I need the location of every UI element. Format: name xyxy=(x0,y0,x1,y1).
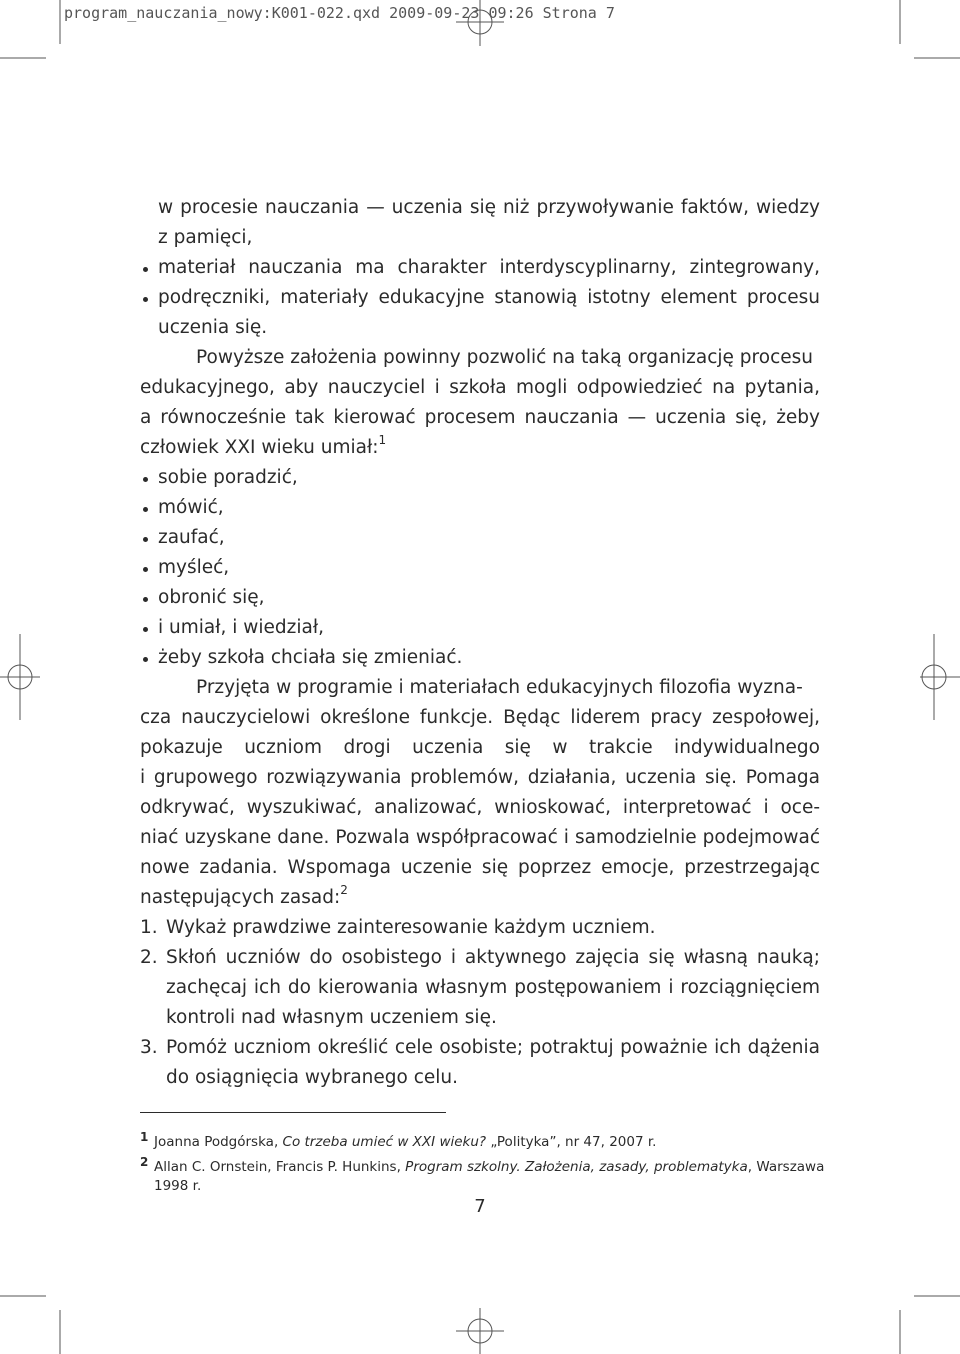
item-number: 2. xyxy=(140,947,158,968)
paragraph-line: niać uzyskane dane. Pozwala współpracować i samodzielnie podejmować xyxy=(140,827,820,848)
paragraph-line: edukacyjnego, aby nauczyciel i szkoła mogli odpowiedzieć na pytania, xyxy=(140,377,820,398)
item-text: Pomóż uczniom określić cele osobiste; potraktuj poważnie ich dążenia xyxy=(166,1037,820,1058)
list-item: podręczniki, materiały edukacyjne stanowią istotny element procesu xyxy=(140,283,820,313)
item-text: zachęcaj ich do kierowania własnym postępowaniem i rozciągnięciem xyxy=(166,977,820,998)
paragraph-line: pokazuje uczniom drogi uczenia się w trakcie indywidualnego xyxy=(140,737,820,758)
footnote-text: Allan C. Ornstein, Francis P. Hunkins, xyxy=(154,1159,406,1175)
footnote-number: 1 xyxy=(140,1130,149,1144)
item-text: kontroli nad własnym uczeniem się. xyxy=(166,1007,497,1028)
footnote-number: 2 xyxy=(140,1155,149,1169)
footnote-ref: 1 xyxy=(378,433,387,447)
numbered-item xyxy=(140,1033,820,1063)
file-slug: program_nauczania_nowy:K001-022.qxd 2009-09-23 09:26 Strona 7 xyxy=(64,4,615,22)
paragraph-line: i grupowego rozwiązywania problemów, działania, uczenia się. Pomaga xyxy=(140,767,820,788)
paragraph-line: Przyjęta w programie i materiałach edukacyjnych filozofia wyzna- xyxy=(196,677,803,698)
footnote-ref: 2 xyxy=(340,883,348,897)
list-item: mówić, xyxy=(140,493,820,523)
paragraph-text: następujących zasad: xyxy=(140,887,341,908)
paragraph-line: a równocześnie tak kierować procesem nauczania — uczenia się, żeby xyxy=(140,407,820,428)
footnote-2 xyxy=(140,1151,824,1178)
item-number: 1. xyxy=(140,917,158,938)
footnote-rule xyxy=(140,1112,446,1113)
paragraph-line: nowe zadania. Wspomaga uczenie się poprzez emocje, przestrzegając xyxy=(140,857,820,878)
text-line: uczenia się. xyxy=(158,317,268,338)
footnote-2-cont: 1998 r. xyxy=(154,1178,202,1194)
item-text: Wykaż prawdziwe zainteresowanie każdym uczniem. xyxy=(166,917,656,938)
page-number: 7 xyxy=(474,1196,486,1217)
list-item: żeby szkoła chciała się zmieniać. xyxy=(140,643,820,673)
list-item: obronić się, xyxy=(140,583,820,613)
item-text: Skłoń uczniów do osobistego i aktywnego zajęcia się własną nauką; xyxy=(166,947,820,968)
item-number: 3. xyxy=(140,1037,158,1058)
paragraph-text: człowiek XXI wieku umiał: xyxy=(140,437,379,458)
paragraph-line: odkrywać, wyszukiwać, analizować, wnioskować, interpretować i oce- xyxy=(140,797,820,818)
item-text: do osiągnięcia wybranego celu. xyxy=(166,1067,459,1088)
footnote-text: Joanna Podgórska, xyxy=(154,1134,283,1150)
footnote-1 xyxy=(140,1126,656,1153)
list-item: materiał nauczania ma charakter interdyscyplinarny, zintegrowany, xyxy=(140,253,820,283)
footnote-text: „Polityka”, nr 47, 2007 r. xyxy=(486,1134,657,1150)
numbered-item xyxy=(140,943,820,973)
list-item: myśleć, xyxy=(140,553,820,583)
page-body xyxy=(140,193,820,1093)
numbered-item xyxy=(140,913,820,943)
paragraph-line: Powyższe założenia powinny pozwolić na taką organizację procesu xyxy=(196,347,813,368)
text-line: z pamięci, xyxy=(158,227,253,248)
text-line: w procesie nauczania — uczenia się niż przywoływanie faktów, wiedzy xyxy=(158,197,820,218)
list-item: zaufać, xyxy=(140,523,820,553)
list-item: sobie poradzić, xyxy=(140,463,820,493)
list-item: i umiał, i wiedział, xyxy=(140,613,820,643)
footnote-title: Program szkolny. Założenia, zasady, problematyka xyxy=(405,1159,748,1175)
footnote-text: , Warszawa xyxy=(747,1159,825,1175)
paragraph-line xyxy=(140,883,820,913)
footnote-title: Co trzeba umieć w XXI wieku? xyxy=(282,1134,487,1150)
paragraph-line xyxy=(140,433,820,463)
paragraph-line: cza nauczycielowi określone funkcje. Będąc liderem pracy zespołowej, xyxy=(140,707,820,728)
